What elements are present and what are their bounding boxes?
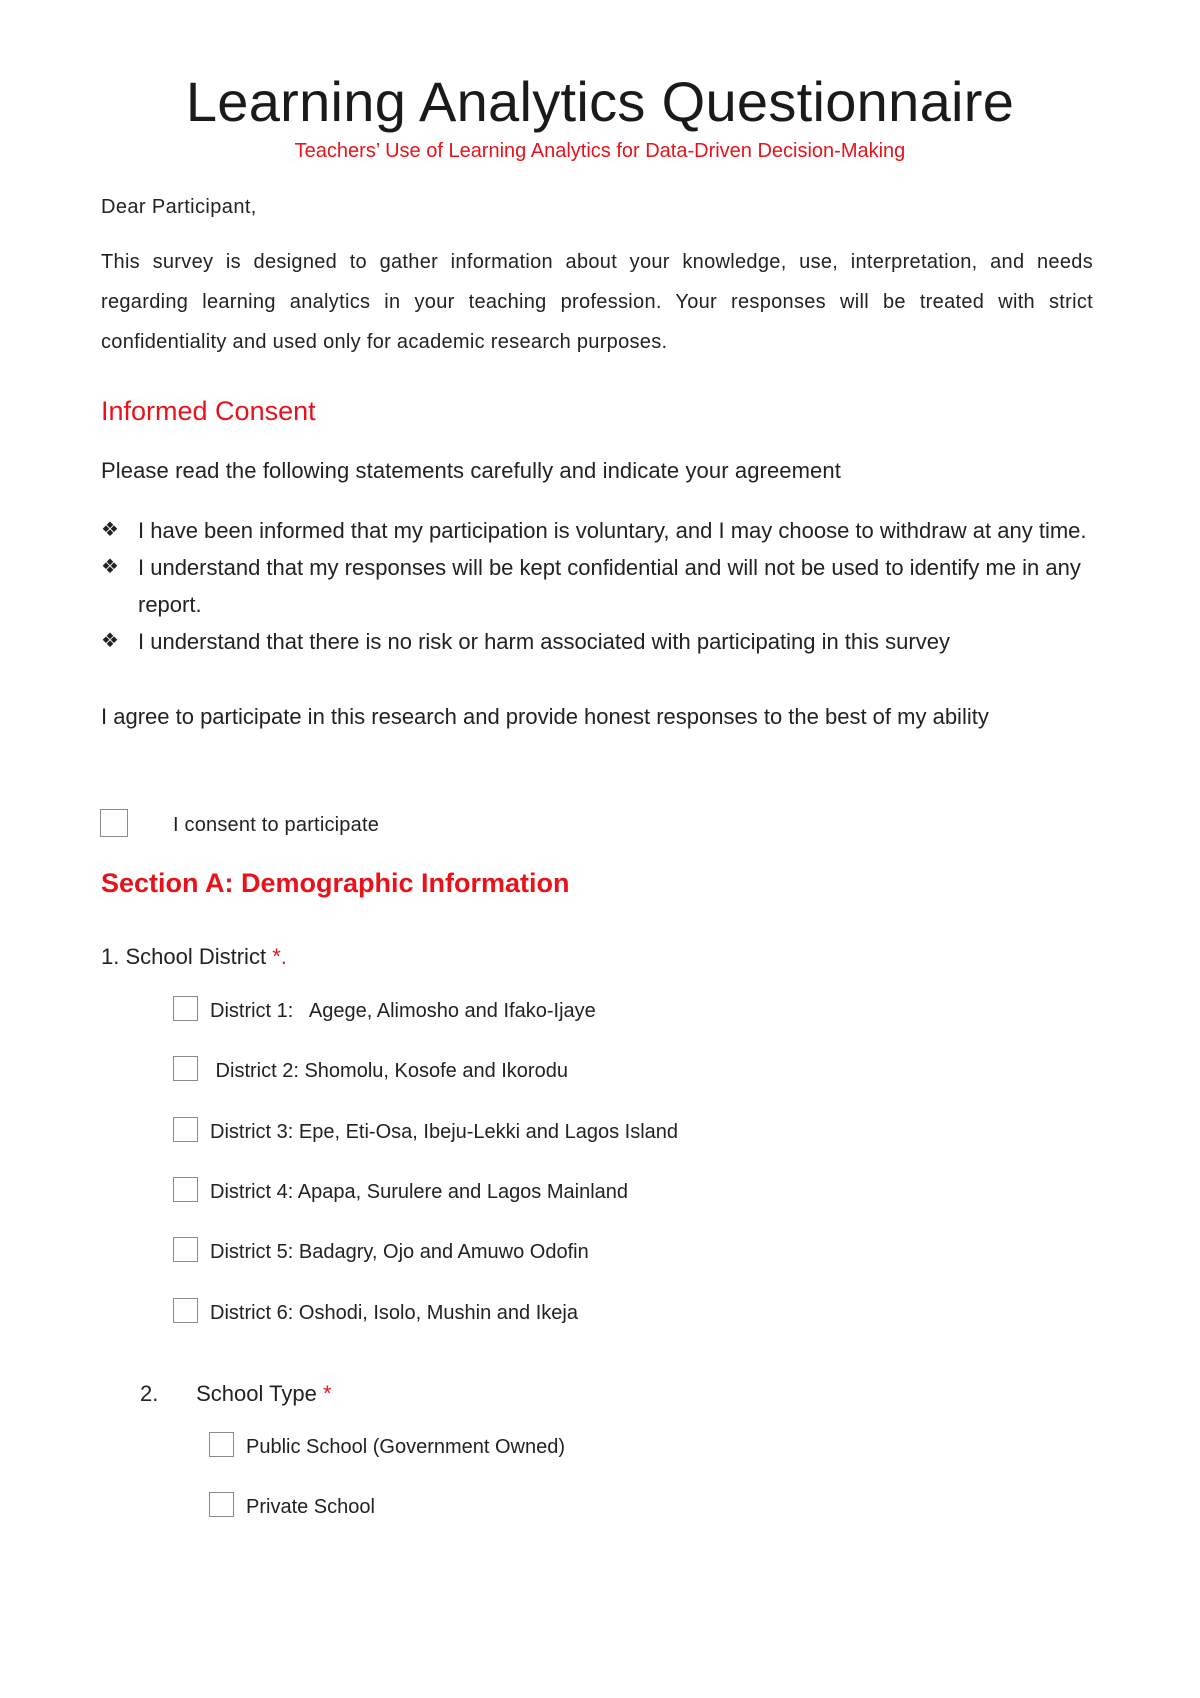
school-type-option[interactable] — [209, 1436, 565, 1459]
question-label: 1. School District — [101, 944, 267, 969]
consent-statement — [101, 623, 1101, 660]
agreement-text: I agree to participate in this research and provide honest responses to the best of my ability — [101, 704, 989, 729]
district-option[interactable] — [173, 1181, 628, 1204]
district-option-label: District 5: Badagry, Ojo and Amuwo Odofin — [210, 1241, 589, 1263]
district-checkbox[interactable] — [173, 1237, 198, 1262]
district-checkbox[interactable] — [173, 996, 198, 1021]
question-label: School Type — [196, 1381, 317, 1406]
consent-statement-text: I have been informed that my participation is voluntary, and I may choose to withdraw at any time. — [138, 518, 1087, 543]
district-checkbox[interactable] — [173, 1117, 198, 1142]
consent-checkbox[interactable] — [100, 809, 128, 837]
district-option[interactable] — [173, 1302, 578, 1325]
page-subtitle: Teachers’ Use of Learning Analytics for Data-Driven Decision-Making — [294, 140, 906, 162]
required-marker: *. — [272, 944, 287, 969]
question-school-district — [101, 944, 287, 970]
consent-statement-text: I understand that there is no risk or harm associated with participating in this survey — [138, 629, 950, 654]
diamond-bullet-icon: ❖ — [101, 630, 119, 652]
diamond-bullet-icon: ❖ — [101, 556, 119, 578]
consent-statement — [101, 549, 1101, 623]
diamond-bullet-icon: ❖ — [101, 519, 119, 541]
district-option[interactable] — [173, 1060, 568, 1083]
consent-heading: Informed Consent — [101, 396, 316, 426]
district-option-label: District 3: Epe, Eti-Osa, Ibeju-Lekki and Lagos Island — [210, 1121, 679, 1143]
district-option[interactable] — [173, 1000, 596, 1023]
section-a-heading: Section A: Demographic Information — [101, 868, 570, 898]
district-option[interactable] — [173, 1241, 589, 1264]
district-option[interactable] — [173, 1121, 678, 1144]
school-type-checkbox[interactable] — [209, 1492, 234, 1517]
consent-checkbox-label: I consent to participate — [173, 814, 380, 836]
district-option-label: District 2: Shomolu, Kosofe and Ikorodu — [210, 1060, 568, 1082]
school-type-checkbox[interactable] — [209, 1432, 234, 1457]
required-marker: * — [322, 1381, 332, 1406]
school-type-option-label: Public School (Government Owned) — [246, 1436, 566, 1458]
consent-instruction: Please read the following statements carefully and indicate your agreement — [101, 458, 841, 483]
page-title: Learning Analytics Questionnaire — [185, 70, 1015, 133]
consent-statement-text: I understand that my responses will be kept confidential and will not be used to identify me in any report. — [138, 555, 1081, 617]
question-school-type — [140, 1381, 332, 1407]
greeting: Dear Participant, — [101, 196, 257, 218]
district-checkbox[interactable] — [173, 1177, 198, 1202]
school-type-option[interactable] — [209, 1496, 375, 1519]
question-number: 2. — [140, 1381, 159, 1406]
intro-paragraph: This survey is designed to gather information about your knowledge, use, interpretation, and needs regarding learning analytics in your teaching profession. Your responses will be treated with strict confidentiality and used only for academic research purposes. — [101, 251, 1093, 353]
district-option-label: District 1: Agege, Alimosho and Ifako-Ijaye — [210, 1000, 596, 1022]
district-checkbox[interactable] — [173, 1056, 198, 1081]
district-option-label: District 4: Apapa, Surulere and Lagos Mainland — [210, 1181, 629, 1203]
district-option-label: District 6: Oshodi, Isolo, Mushin and Ikeja — [210, 1302, 578, 1324]
district-checkbox[interactable] — [173, 1298, 198, 1323]
consent-statement — [101, 512, 1101, 549]
consent-statement-list — [101, 512, 1101, 660]
school-type-option-label: Private School — [246, 1496, 375, 1518]
